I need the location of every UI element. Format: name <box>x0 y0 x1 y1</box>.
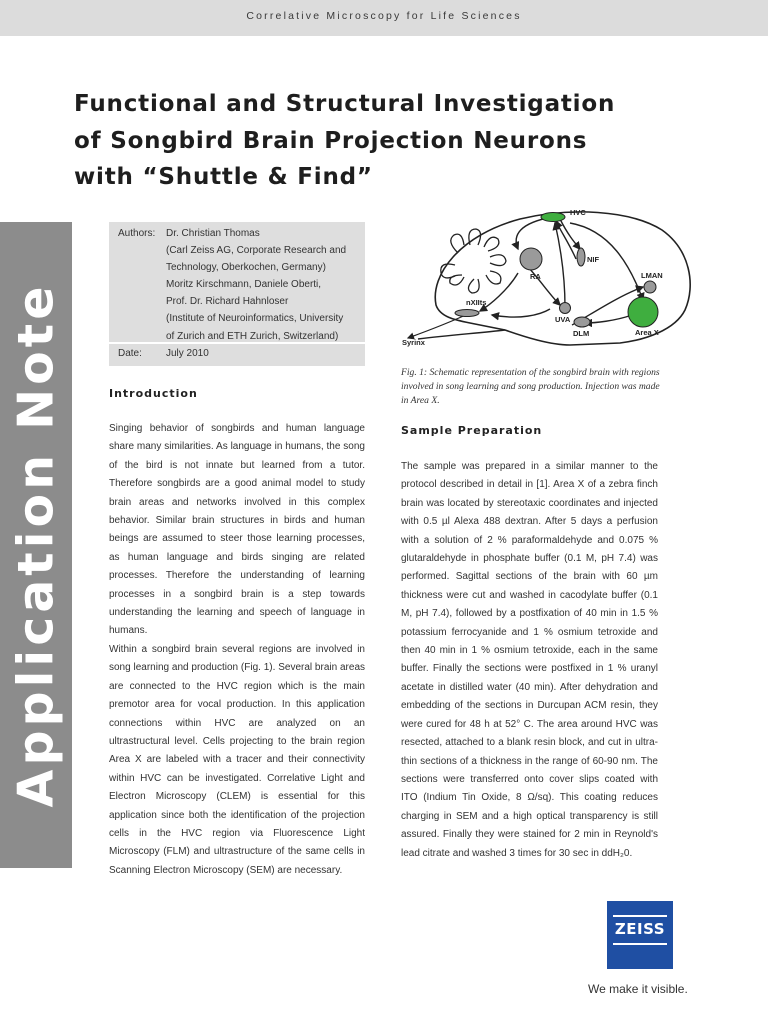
logo-tagline: We make it visible. <box>588 982 688 996</box>
authors-label: Authors: <box>118 228 156 239</box>
region-hvc <box>541 213 565 222</box>
region-uva <box>560 303 571 314</box>
side-tab <box>0 222 72 868</box>
date-value: July 2010 <box>166 348 209 359</box>
sample-preparation-paragraph: The sample was prepared in a similar manner to the protocol described in detail in [1]. Area X of a zebra finch brain was located by stereotaxic coordinates and injected with 0.5 µl Alexa 488 dextran. After 5 days a perfusion with a solution of 2 % paraformaldehyde and 0.075 % glutaraldehyde in phosphate buffer (0.1 M, pH 7.4) was performed. Sagittal sections of the brain with 60 µm thickness were cut and washed in cacodylate buffer (0.1 M, pH 7.4), followed by a postfixation of 40 min in 1.5 % potassium ferrocyanide and 1 % osmium tetroxide and then 40 min in 1 % osmium tetroxide, each in the same buffer. Finally the sections were postfixed in 1 % uranyl acetate in distilled water (40 min). After dehydration and embedding of the sections in Durcupan ACM resin, they were cured for 48 h at 52° C. The area around HVC was resected, attached to a blank resin block, and cut in ultra-thin sections of a thickness in the range of 60-90 nm. The sections were transferred onto cover slips coated with ITO (Indium Tin Oxide, 8 Ω/sq). This coating reduces charging in SEM and a high optical transparency is still assured. Finally they were stained for 2 min in Reynold's lead citrate and washed 3 times for 30 sec in ddH₂0. <box>401 461 658 859</box>
brainstem <box>418 330 505 339</box>
label-areax: Area X <box>635 328 659 337</box>
side-tab-label: Application Note <box>7 282 65 808</box>
sample-preparation-heading: Sample Preparation <box>401 424 543 437</box>
zeiss-logo <box>607 901 673 969</box>
figure-caption: Fig. 1: Schematic representation of the songbird brain with regions involved in song learning and song production. Injection was made in Area X. <box>401 367 660 407</box>
title-line: of Songbird Brain Projection Neurons <box>74 127 588 154</box>
header-subtitle: Correlative Microscopy for Life Sciences <box>246 10 522 22</box>
brain-schematic <box>400 205 700 363</box>
logo-top-rule <box>613 915 667 917</box>
title-line: with “Shuttle & Find” <box>74 164 373 190</box>
label-nxllts: nXIIts <box>466 298 487 307</box>
region-areax <box>628 297 658 327</box>
region-nxllts <box>455 310 479 317</box>
author-line: Prof. Dr. Richard Hahnloser <box>166 296 289 308</box>
region-ra <box>520 248 542 270</box>
label-lman: LMAN <box>641 271 663 280</box>
introduction-paragraph: Singing behavior of songbirds and human language share many similarities. As language in humans, the song of the bird is not innate but learned from a tutor. Therefore songbirds are a good animal model to study brain areas and networks involved in this complex behavior. Similar brain structures in birds and human beings are assumed to steer those learning processes, as human language and birds singing are related processes. Therefore the understanding of learning processes in a songbird brain is a step towards understanding the learning and speech of language in humans. <box>109 423 365 637</box>
authors-box <box>109 222 365 342</box>
label-dlm: DLM <box>573 329 590 338</box>
region-nif <box>577 248 585 266</box>
introduction-heading: Introduction <box>109 387 198 400</box>
author-line: Moritz Kirschmann, Daniele Oberti, <box>166 279 322 291</box>
author-line: of Zurich and ETH Zurich, Switzerland) <box>166 330 339 342</box>
logo-text: ZEISS <box>614 920 666 938</box>
author-line: Technology, Oberkochen, Germany) <box>166 262 326 274</box>
introduction-body <box>109 420 365 880</box>
logo-bottom-rule <box>613 943 667 945</box>
date-label: Date: <box>118 348 142 359</box>
region-lman <box>644 281 656 293</box>
songbird-brain-figure <box>400 205 700 363</box>
date-box <box>109 344 365 366</box>
author-line: (Carl Zeiss AG, Corporate Research and <box>166 245 347 257</box>
author-line: (Institute of Neuroinformatics, University <box>166 313 344 325</box>
label-hvc: HVC <box>570 208 586 217</box>
introduction-paragraph: Within a songbird brain several regions are involved in song learning and production (Fig. 1). Several brain areas are connected to the HVC region which is the main premotor area for vocal production. In this application connections within HVC are analyzed on an ultrastructural level. Cells projecting to the brain region Area X are labeled with a tracer and their connectivity within HVC can be investigated. Correlative Light and Electron Microscopy (CLEM) is essential for this application since both the identification of the projection cells in the HVC region via Fluorescence Light Microscopy (FLM) and ultrastructure of the same cells in Scanning Electron Microscopy (SEM) are necessary. <box>109 643 365 876</box>
header-bar <box>0 0 768 36</box>
label-ra: RA <box>530 272 541 281</box>
label-syrinx: Syrinx <box>402 338 425 347</box>
title-line: Functional and Structural Investigation <box>74 91 616 117</box>
region-dlm <box>574 317 590 327</box>
sample-preparation-body <box>401 458 658 863</box>
author-line: Dr. Christian Thomas <box>166 228 260 239</box>
label-uva: UVA <box>555 315 571 324</box>
authors-list <box>166 225 346 345</box>
page-title <box>74 86 754 196</box>
label-nif: NIF <box>587 255 600 264</box>
